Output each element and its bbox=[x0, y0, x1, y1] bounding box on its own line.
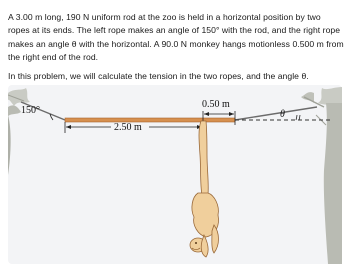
rod bbox=[65, 118, 235, 122]
distance-050-label: 0.50 m bbox=[202, 99, 230, 110]
problem-task: In this problem, we will calculate the tension in the two ropes, and the angle θ. bbox=[8, 71, 309, 82]
problem-statement: A 3.00 m long, 190 N uniform rod at the zoo is held in a horizontal position by two ropes at its ends. The left rope makes an angle of 150° with the rod, and the right rope makes an angle θ with the horizontal. A 90.0 N monkey hangs motionless 0.500 m from the right end of the rod. bbox=[8, 12, 344, 62]
right-rope bbox=[235, 107, 317, 120]
figure-panel bbox=[8, 85, 342, 264]
monkey-icon bbox=[190, 121, 219, 257]
right-tree-icon bbox=[301, 87, 342, 264]
rod-monkey-diagram bbox=[8, 85, 342, 264]
left-tree-icon bbox=[8, 88, 30, 175]
distance-250-label: 2.50 m bbox=[114, 122, 142, 133]
problem-text bbox=[8, 11, 344, 89]
angle-150-label: 150° bbox=[21, 105, 40, 116]
theta-label: θ bbox=[280, 109, 285, 120]
